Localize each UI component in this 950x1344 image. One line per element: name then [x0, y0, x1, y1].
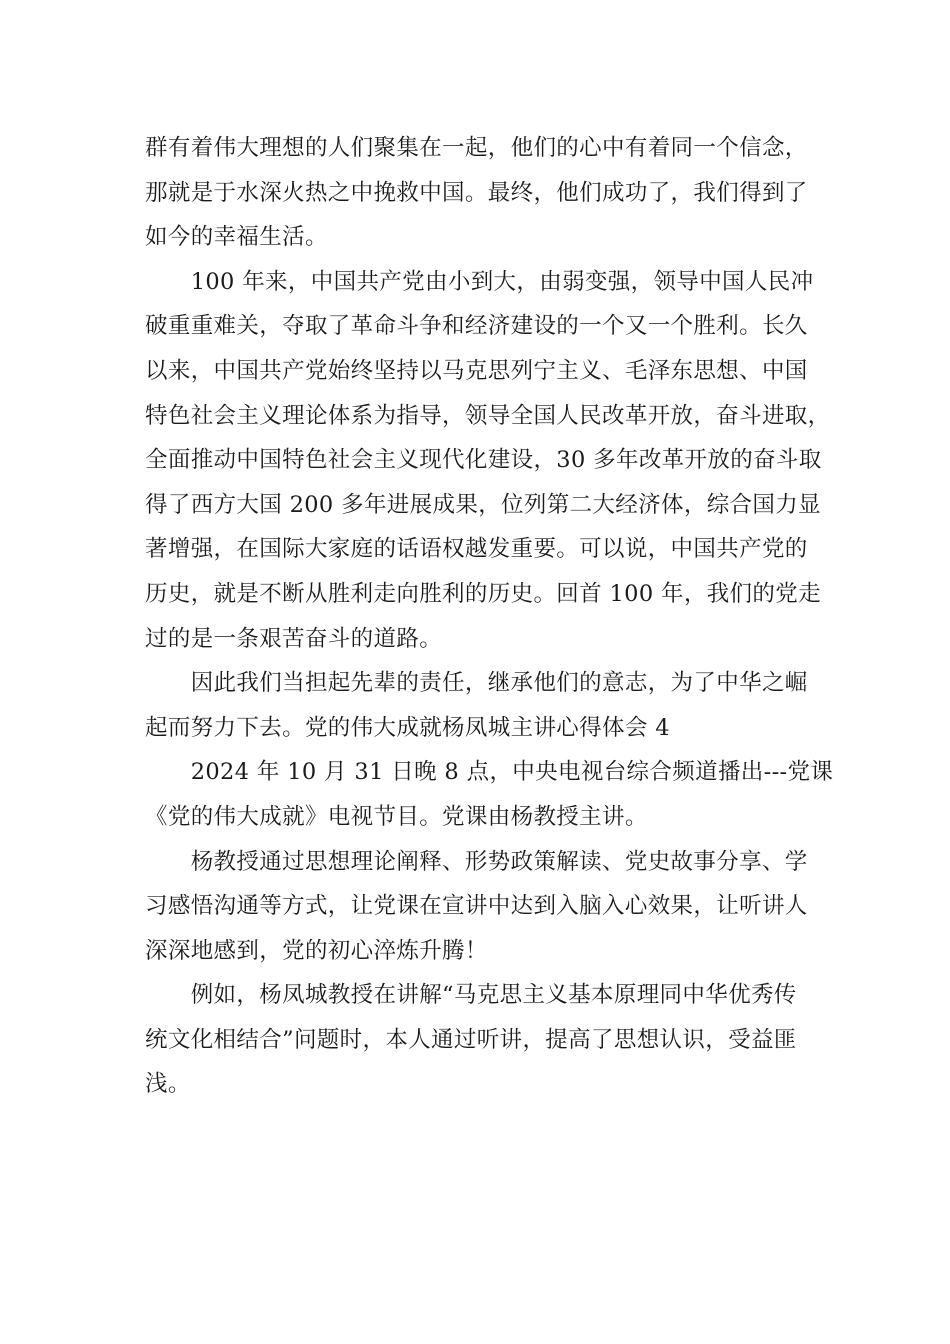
text-line: 起而努力下去。党的伟大成就杨凤城主讲心得体会 4	[145, 714, 670, 741]
text-line: 例如，杨凤城教授在讲解“马克思主义基本原理同中华优秀传	[145, 982, 797, 1009]
text-line: 杨教授通过思想理论阐释、形势政策解读、党史故事分享、学	[145, 848, 808, 875]
text-line: 浅。	[145, 1071, 191, 1098]
text-line: 深深地感到，党的初心淬炼升腾！	[145, 937, 488, 964]
text-line: 统文化相结合”问题时，本人通过听讲，提高了思想认识，受益匪	[145, 1026, 797, 1053]
text-line: 特色社会主义理论体系为指导，领导全国人民改革开放，奋斗进取，	[145, 402, 831, 429]
text-line: 如今的幸福生活。	[145, 224, 328, 251]
text-line: 破重重难关，夺取了革命斗争和经济建设的一个又一个胜利。长久	[145, 313, 808, 340]
text-line: 群有着伟大理想的人们聚集在一起，他们的心中有着同一个信念，	[145, 135, 808, 161]
text-line: 《党的伟大成就》电视节目。党课由杨教授主讲。	[145, 803, 648, 830]
text-line: 过的是一条艰苦奋斗的道路。	[145, 625, 443, 652]
document-body	[145, 126, 834, 1107]
text-line: 历史，就是不断从胜利走向胜利的历史。回首 100 年，我们的党走	[145, 580, 821, 607]
text-line: 全面推动中国特色社会主义现代化建设，30 多年改革开放的奋斗取	[145, 447, 822, 474]
text-line: 那就是于水深火热之中挽救中国。最终，他们成功了，我们得到了	[145, 179, 808, 206]
text-line: 100 年来，中国共产党由小到大，由弱变强，领导中国人民冲	[145, 268, 814, 295]
text-line: 习感悟沟通等方式，让党课在宣讲中达到入脑入心效果，让听讲人	[145, 893, 808, 920]
text-line: 2024 年 10 月 31 日晚 8 点，中央电视台综合频道播出---党课	[145, 759, 834, 786]
text-line: 得了西方大国 200 多年进展成果，位列第二大经济体，综合国力显	[145, 491, 821, 518]
text-line: 以来，中国共产党始终坚持以马克思列宁主义、毛泽东思想、中国	[145, 357, 808, 384]
text-line: 因此我们当担起先辈的责任，继承他们的意志，为了中华之崛	[145, 670, 808, 697]
text-line: 著增强，在国际大家庭的话语权越发重要。可以说，中国共产党的	[145, 536, 808, 563]
